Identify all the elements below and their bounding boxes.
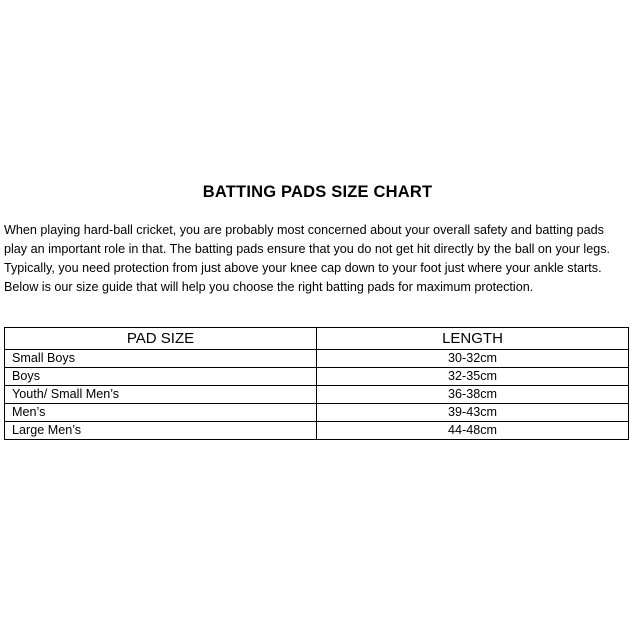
pad-size-cell: Youth/ Small Men’s bbox=[5, 386, 317, 404]
header-pad-size: PAD SIZE bbox=[5, 328, 317, 350]
length-cell: 39-43cm bbox=[317, 404, 629, 422]
table-row bbox=[5, 404, 629, 422]
intro-paragraph: When playing hard-ball cricket, you are probably most concerned about your overall safety and batting pads play an important role in that. The batting pads ensure that you do not get hit directly by the ball on your legs. Typically, you need protection from just above your knee cap down to your foot just where your ankle starts. Below is our size guide that will help you choose the right batting pads for maximum protection. bbox=[4, 223, 611, 294]
header-length: LENGTH bbox=[317, 328, 629, 350]
table-row bbox=[5, 386, 629, 404]
length-cell: 44-48cm bbox=[317, 422, 629, 440]
table-row bbox=[5, 350, 629, 368]
pad-size-cell: Small Boys bbox=[5, 350, 317, 368]
pad-size-cell: Men’s bbox=[5, 404, 317, 422]
table-row bbox=[5, 422, 629, 440]
table-header-row bbox=[5, 328, 629, 350]
pad-size-cell: Large Men’s bbox=[5, 422, 317, 440]
pad-size-cell: Boys bbox=[5, 368, 317, 386]
page-title: BATTING PADS SIZE CHART bbox=[202, 183, 433, 201]
length-cell: 36-38cm bbox=[317, 386, 629, 404]
size-chart-table bbox=[4, 327, 629, 440]
table-row bbox=[5, 368, 629, 386]
length-cell: 32-35cm bbox=[317, 368, 629, 386]
length-cell: 30-32cm bbox=[317, 350, 629, 368]
